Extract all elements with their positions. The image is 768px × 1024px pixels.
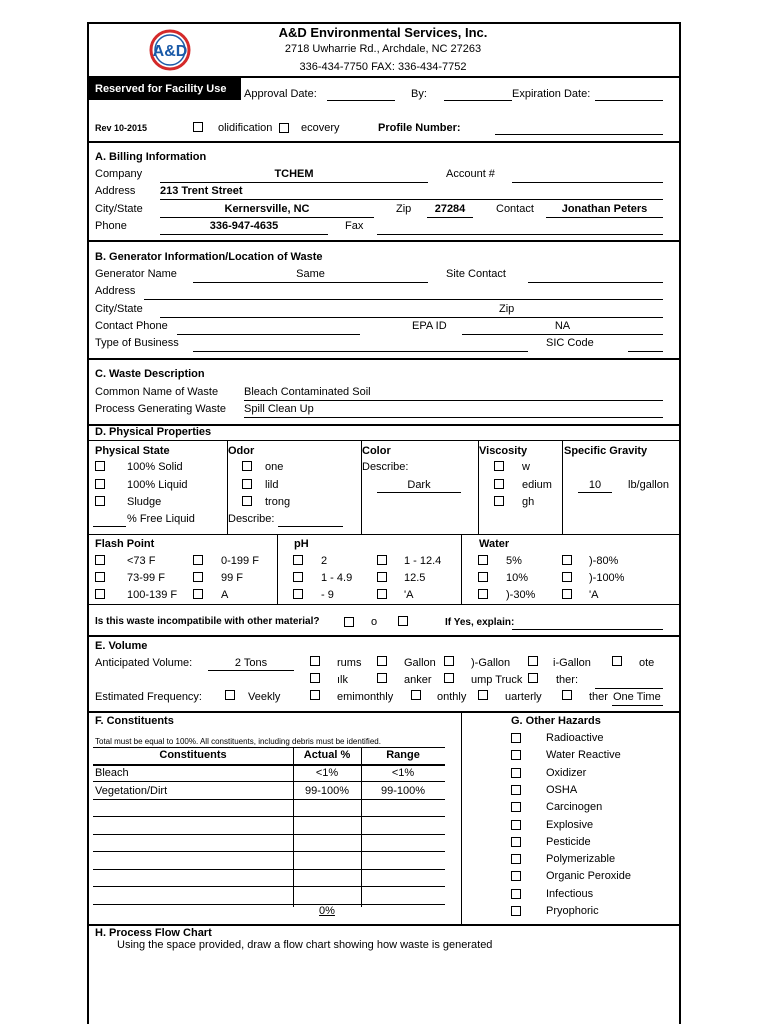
dump-truck-label: ump Truck: [471, 674, 523, 686]
waste-title: C. Waste Description: [95, 368, 205, 380]
solid-checkbox[interactable]: [95, 461, 105, 471]
approval-date-label: Approval Date:: [244, 88, 317, 100]
viscosity-high-label: gh: [522, 496, 535, 508]
hazard-checkbox[interactable]: [511, 871, 521, 881]
divider: [87, 358, 681, 360]
water-5-10-label: 10%: [506, 572, 529, 584]
common-name-underline: [244, 400, 663, 401]
constituents-header: Constituents: [159, 749, 227, 761]
zip-underline: [427, 217, 473, 218]
divider: [87, 635, 681, 637]
constituent-actual[interactable]: 99-100%: [304, 784, 350, 797]
sludge-checkbox[interactable]: [95, 496, 105, 506]
contact-phone-label: Contact Phone: [95, 320, 168, 332]
sic-code-field[interactable]: [628, 351, 663, 352]
hazard-checkbox[interactable]: [511, 802, 521, 812]
liquid-checkbox[interactable]: [95, 479, 105, 489]
fp-gt199-checkbox[interactable]: [193, 572, 203, 582]
reserved-banner: Reserved for Facility Use: [88, 78, 241, 100]
hazard-label: Explosive: [546, 818, 594, 831]
col-divider: [277, 535, 278, 605]
flow-chart-instructions: Using the space provided, draw a flow chart showing how waste is generated: [117, 939, 493, 951]
process-value[interactable]: Spill Clean Up: [244, 403, 314, 415]
fp-140-199-label: 0-199 F: [221, 555, 259, 567]
tote-checkbox[interactable]: [612, 656, 622, 666]
water-na-checkbox[interactable]: [562, 589, 572, 599]
water-10-30-checkbox[interactable]: [478, 589, 488, 599]
quarterly-checkbox[interactable]: [478, 690, 488, 700]
divider: [87, 711, 681, 713]
frequency-value[interactable]: One Time: [613, 691, 661, 703]
incompatible-yes-checkbox[interactable]: [344, 617, 354, 627]
table-row: [93, 783, 445, 800]
table-row: [93, 870, 445, 887]
business-type-field[interactable]: [193, 351, 528, 352]
viscosity-low-checkbox[interactable]: [494, 461, 504, 471]
solidification-label: olidification: [218, 122, 273, 134]
flow-chart-title: H. Process Flow Chart: [95, 927, 212, 939]
anticipated-volume-value[interactable]: 2 Tons: [234, 657, 268, 669]
odor-none-label: one: [265, 461, 284, 473]
company-value[interactable]: TCHEM: [274, 168, 314, 180]
ph-lt2-label: 2: [321, 555, 328, 567]
profile-number-field[interactable]: [495, 134, 663, 135]
drums-checkbox[interactable]: [310, 656, 320, 666]
address-underline: [160, 199, 663, 200]
hazard-label: Infectious: [546, 887, 594, 900]
address-value[interactable]: 213 Trent Street: [160, 185, 243, 197]
expiration-date-field[interactable]: [595, 100, 663, 101]
generator-name-value[interactable]: Same: [296, 268, 325, 280]
generator-name-underline: [193, 282, 428, 283]
phone-underline: [160, 234, 328, 235]
frame-left: [87, 22, 89, 1024]
gen-address-label: Address: [95, 285, 136, 297]
tanker-label: anker: [404, 674, 432, 686]
phone-label: Phone: [95, 220, 127, 232]
ph-header: pH: [294, 538, 309, 550]
color-value[interactable]: Dark: [407, 479, 431, 491]
fp-na-label: A: [221, 589, 229, 601]
tanker-checkbox[interactable]: [377, 673, 387, 683]
process-label: Process Generating Waste: [95, 403, 227, 415]
specific-gravity-underline: [578, 492, 612, 493]
fp-gt199-label: 99 F: [221, 572, 244, 584]
constituents-title: F. Constituents: [95, 715, 174, 727]
free-liquid-field[interactable]: [93, 526, 126, 527]
odor-strong-checkbox[interactable]: [242, 496, 252, 506]
hazard-label: Organic Peroxide: [546, 870, 631, 883]
hazard-checkbox[interactable]: [511, 889, 521, 899]
revision: Rev 10-2015: [95, 123, 148, 133]
other-volume-field[interactable]: [595, 688, 663, 689]
color-header: Color: [362, 445, 391, 457]
hazard-label: Radioactive: [546, 732, 604, 744]
water-80-100-checkbox[interactable]: [562, 572, 572, 582]
weekly-label: Veekly: [248, 691, 281, 703]
hazard-checkbox[interactable]: [511, 733, 521, 743]
hazard-checkbox[interactable]: [511, 785, 521, 795]
semimonthly-label: emimonthly: [337, 691, 394, 703]
city-value[interactable]: Kernersville, NC: [224, 203, 310, 215]
fp-na-checkbox[interactable]: [193, 589, 203, 599]
other-freq-checkbox[interactable]: [562, 690, 572, 700]
common-name-label: Common Name of Waste: [95, 386, 219, 398]
odor-strong-label: trong: [265, 496, 291, 508]
hazard-label: Polymerizable: [546, 853, 616, 866]
fp-140-199-checkbox[interactable]: [193, 555, 203, 565]
table-row: [93, 853, 445, 870]
bulk-label: ılk: [337, 674, 348, 686]
hazard-label: Water Reactive: [546, 749, 621, 762]
flash-point-header: Flash Point: [95, 538, 155, 550]
other-freq-label: ther: [589, 691, 608, 703]
generator-name-label: Generator Name: [95, 268, 177, 280]
profile-number-label: Profile Number:: [378, 122, 461, 134]
odor-none-checkbox[interactable]: [242, 461, 252, 471]
water-10-30-label: )-30%: [506, 589, 536, 601]
flow-chart-area[interactable]: [90, 955, 678, 1024]
water-lt5-checkbox[interactable]: [478, 555, 488, 565]
city-label: City/State: [95, 203, 143, 215]
gallon3-checkbox[interactable]: [528, 656, 538, 666]
physical-title: D. Physical Properties: [95, 426, 212, 438]
divider: [88, 440, 680, 441]
ph-gt125-checkbox[interactable]: [377, 572, 387, 582]
anticipated-volume-underline: [208, 670, 294, 671]
contact-label: Contact: [496, 203, 534, 215]
water-lt5-label: 5%: [506, 555, 522, 567]
fp-100-139-label: 100-139 F: [127, 589, 178, 601]
specific-gravity-unit: lb/gallon: [628, 479, 669, 491]
process-underline: [244, 417, 663, 418]
account-label: Account #: [446, 168, 495, 180]
incompatible-no-checkbox[interactable]: [398, 616, 408, 626]
recovery-label: ecovery: [301, 122, 340, 134]
water-5-10-checkbox[interactable]: [478, 572, 488, 582]
water-na-label: 'A: [589, 589, 599, 601]
contact-underline: [546, 217, 663, 218]
epa-id-underline: [462, 334, 663, 335]
divider: [87, 924, 681, 926]
ph-5-9-label: - 9: [321, 589, 334, 601]
water-80-100-label: )-100%: [589, 572, 625, 584]
tote-label: ote: [639, 657, 655, 669]
by-field[interactable]: [444, 100, 512, 101]
physical-state-header: Physical State: [95, 445, 170, 457]
hazard-label: Pesticide: [546, 835, 591, 848]
explain-field[interactable]: [512, 629, 663, 630]
ph-na-checkbox[interactable]: [377, 589, 387, 599]
other-volume-checkbox[interactable]: [528, 673, 538, 683]
fp-100-139-checkbox[interactable]: [95, 589, 105, 599]
bulk-checkbox[interactable]: [310, 673, 320, 683]
hazards-title: G. Other Hazards: [511, 715, 601, 727]
incompatible-no-label: o: [371, 616, 378, 628]
col-divider: [461, 535, 462, 605]
gallon2-label: )-Gallon: [471, 657, 511, 669]
color-underline: [377, 492, 461, 493]
volume-title: E. Volume: [95, 640, 148, 652]
frame-right: [679, 22, 681, 1024]
water-30-80-checkbox[interactable]: [562, 555, 572, 565]
hazard-checkbox[interactable]: [511, 820, 521, 830]
frame-top: [87, 22, 681, 24]
hazard-checkbox[interactable]: [511, 854, 521, 864]
city-underline: [160, 217, 374, 218]
ph-lt2-checkbox[interactable]: [293, 555, 303, 565]
table-row: [93, 818, 445, 835]
table-row: [93, 835, 445, 852]
odor-mild-checkbox[interactable]: [242, 479, 252, 489]
free-liquid-label: % Free Liquid: [127, 513, 195, 525]
quarterly-label: uarterly: [505, 691, 542, 703]
generator-title: B. Generator Information/Location of Waste: [95, 251, 323, 263]
sic-code-label: SIC Code: [546, 337, 594, 349]
gallon3-label: i-Gallon: [553, 657, 591, 669]
company-address: 2718 Uwharrie Rd., Archdale, NC 27263: [284, 43, 482, 55]
hazard-label: OSHA: [546, 783, 578, 796]
gen-city-field[interactable]: [160, 317, 663, 318]
viscosity-high-checkbox[interactable]: [494, 496, 504, 506]
hazard-checkbox[interactable]: [511, 768, 521, 778]
table-row: [93, 765, 445, 782]
hazard-label: Carcinogen: [546, 801, 603, 814]
zip-label: Zip: [396, 203, 412, 215]
frequency-underline: [612, 705, 663, 706]
odor-header: Odor: [228, 445, 255, 457]
recovery-checkbox[interactable]: [279, 123, 289, 133]
col-divider: [461, 712, 462, 924]
fp-lt73-label: <73 F: [127, 555, 156, 567]
company-logo: [147, 28, 193, 72]
billing-title: A. Billing Information: [95, 151, 207, 163]
incompatible-question: Is this waste incompatibile with other material?: [95, 616, 320, 627]
actual-total: 0%: [319, 905, 335, 917]
hazard-checkbox[interactable]: [511, 750, 521, 760]
constituent-range[interactable]: <1%: [391, 767, 415, 779]
gallon-checkbox[interactable]: [377, 656, 387, 666]
gallon2-checkbox[interactable]: [444, 656, 454, 666]
hazard-label: Pryophoric: [546, 905, 599, 917]
explain-label: If Yes, explain:: [445, 617, 515, 628]
address-label: Address: [95, 185, 136, 197]
table-row: [93, 800, 445, 817]
viscosity-medium-checkbox[interactable]: [494, 479, 504, 489]
ph-gt125-label: 12.5: [404, 572, 426, 584]
anticipated-volume-label: Anticipated Volume:: [95, 657, 193, 669]
gen-address-field[interactable]: [144, 299, 663, 300]
other-volume-label: ther:: [556, 674, 579, 686]
constituent-range[interactable]: 99-100%: [380, 784, 426, 797]
divider: [88, 534, 680, 535]
solid-label: 100% Solid: [127, 461, 183, 473]
range-header: Range: [386, 749, 420, 761]
site-contact-field[interactable]: [528, 282, 663, 283]
expiration-date-label: Expiration Date:: [512, 88, 591, 100]
company-underline: [160, 182, 428, 183]
odor-describe-label: Describe:: [228, 513, 275, 525]
viscosity-header: Viscosity: [479, 445, 528, 457]
fax-field[interactable]: [377, 234, 663, 235]
hazard-checkbox[interactable]: [511, 906, 521, 916]
fp-73-99-label: 73-99 F: [127, 572, 165, 584]
contact-value[interactable]: Jonathan Peters: [561, 203, 648, 215]
constituent-name[interactable]: Bleach: [95, 767, 129, 779]
company-phones: 336-434-7750 FAX: 336-434-7752: [299, 61, 467, 73]
divider: [87, 240, 681, 242]
solidification-checkbox[interactable]: [193, 122, 203, 132]
constituents-note: Total must be equal to 100%. All constituents, including debris must be identified.: [95, 737, 381, 746]
approval-date-field[interactable]: [327, 100, 395, 101]
color-describe-label: Describe:: [362, 461, 409, 473]
water-header: Water: [479, 538, 510, 550]
specific-gravity-value[interactable]: 10: [588, 479, 602, 491]
constituents-table: [93, 747, 445, 920]
water-30-80-label: )-80%: [589, 555, 619, 567]
epa-id-value[interactable]: NA: [554, 320, 571, 332]
table-row: [93, 888, 445, 905]
monthly-label: onthly: [437, 691, 467, 703]
fax-label: Fax: [345, 220, 364, 232]
hazard-label: Oxidizer: [546, 766, 587, 779]
specific-gravity-header: Specific Gravity: [564, 445, 648, 457]
odor-mild-label: lild: [265, 479, 279, 491]
viscosity-medium-label: edium: [522, 479, 552, 491]
gen-zip-label: Zip: [496, 303, 517, 316]
zip-value[interactable]: 27284: [434, 203, 466, 215]
ph-2-49-checkbox[interactable]: [293, 572, 303, 582]
ph-5-9-checkbox[interactable]: [293, 589, 303, 599]
epa-id-label: EPA ID: [412, 320, 447, 332]
business-type-label: Type of Business: [95, 337, 179, 349]
constituent-actual[interactable]: <1%: [315, 767, 339, 779]
frequency-label: Estimated Frequency:: [95, 691, 202, 703]
fp-73-99-checkbox[interactable]: [95, 572, 105, 582]
gallon-label: Gallon: [404, 657, 436, 669]
company-name: A&D Environmental Services, Inc.: [278, 25, 488, 40]
contact-phone-field[interactable]: [177, 334, 360, 335]
fp-lt73-checkbox[interactable]: [95, 555, 105, 565]
account-field[interactable]: [512, 182, 663, 183]
divider: [87, 141, 681, 143]
ph-na-label: 'A: [404, 589, 414, 601]
weekly-checkbox[interactable]: [225, 690, 235, 700]
common-name-value[interactable]: Bleach Contaminated Soil: [244, 386, 371, 398]
liquid-label: 100% Liquid: [127, 479, 188, 491]
viscosity-low-label: w: [522, 461, 530, 473]
divider: [88, 604, 680, 605]
ph-2-49-label: 1 - 4.9: [321, 572, 353, 584]
ph-91-124-checkbox[interactable]: [377, 555, 387, 565]
actual-header: Actual %: [303, 749, 351, 761]
site-contact-label: Site Contact: [446, 268, 506, 280]
semimonthly-checkbox[interactable]: [310, 690, 320, 700]
company-label: Company: [95, 168, 143, 180]
dump-truck-checkbox[interactable]: [444, 673, 454, 683]
drums-label: rums: [337, 657, 362, 669]
hazard-checkbox[interactable]: [511, 837, 521, 847]
gen-city-label: City/State: [95, 303, 143, 315]
monthly-checkbox[interactable]: [411, 690, 421, 700]
by-label: By:: [411, 88, 427, 100]
phone-value[interactable]: 336-947-4635: [209, 220, 279, 232]
ph-91-124-label: 1 - 12.4: [404, 555, 442, 567]
sludge-label: Sludge: [127, 496, 162, 508]
odor-describe-field[interactable]: [278, 526, 343, 527]
col-divider: [562, 441, 563, 534]
constituent-name[interactable]: Vegetation/Dirt: [95, 784, 168, 797]
logo-text: A&D: [152, 43, 188, 60]
